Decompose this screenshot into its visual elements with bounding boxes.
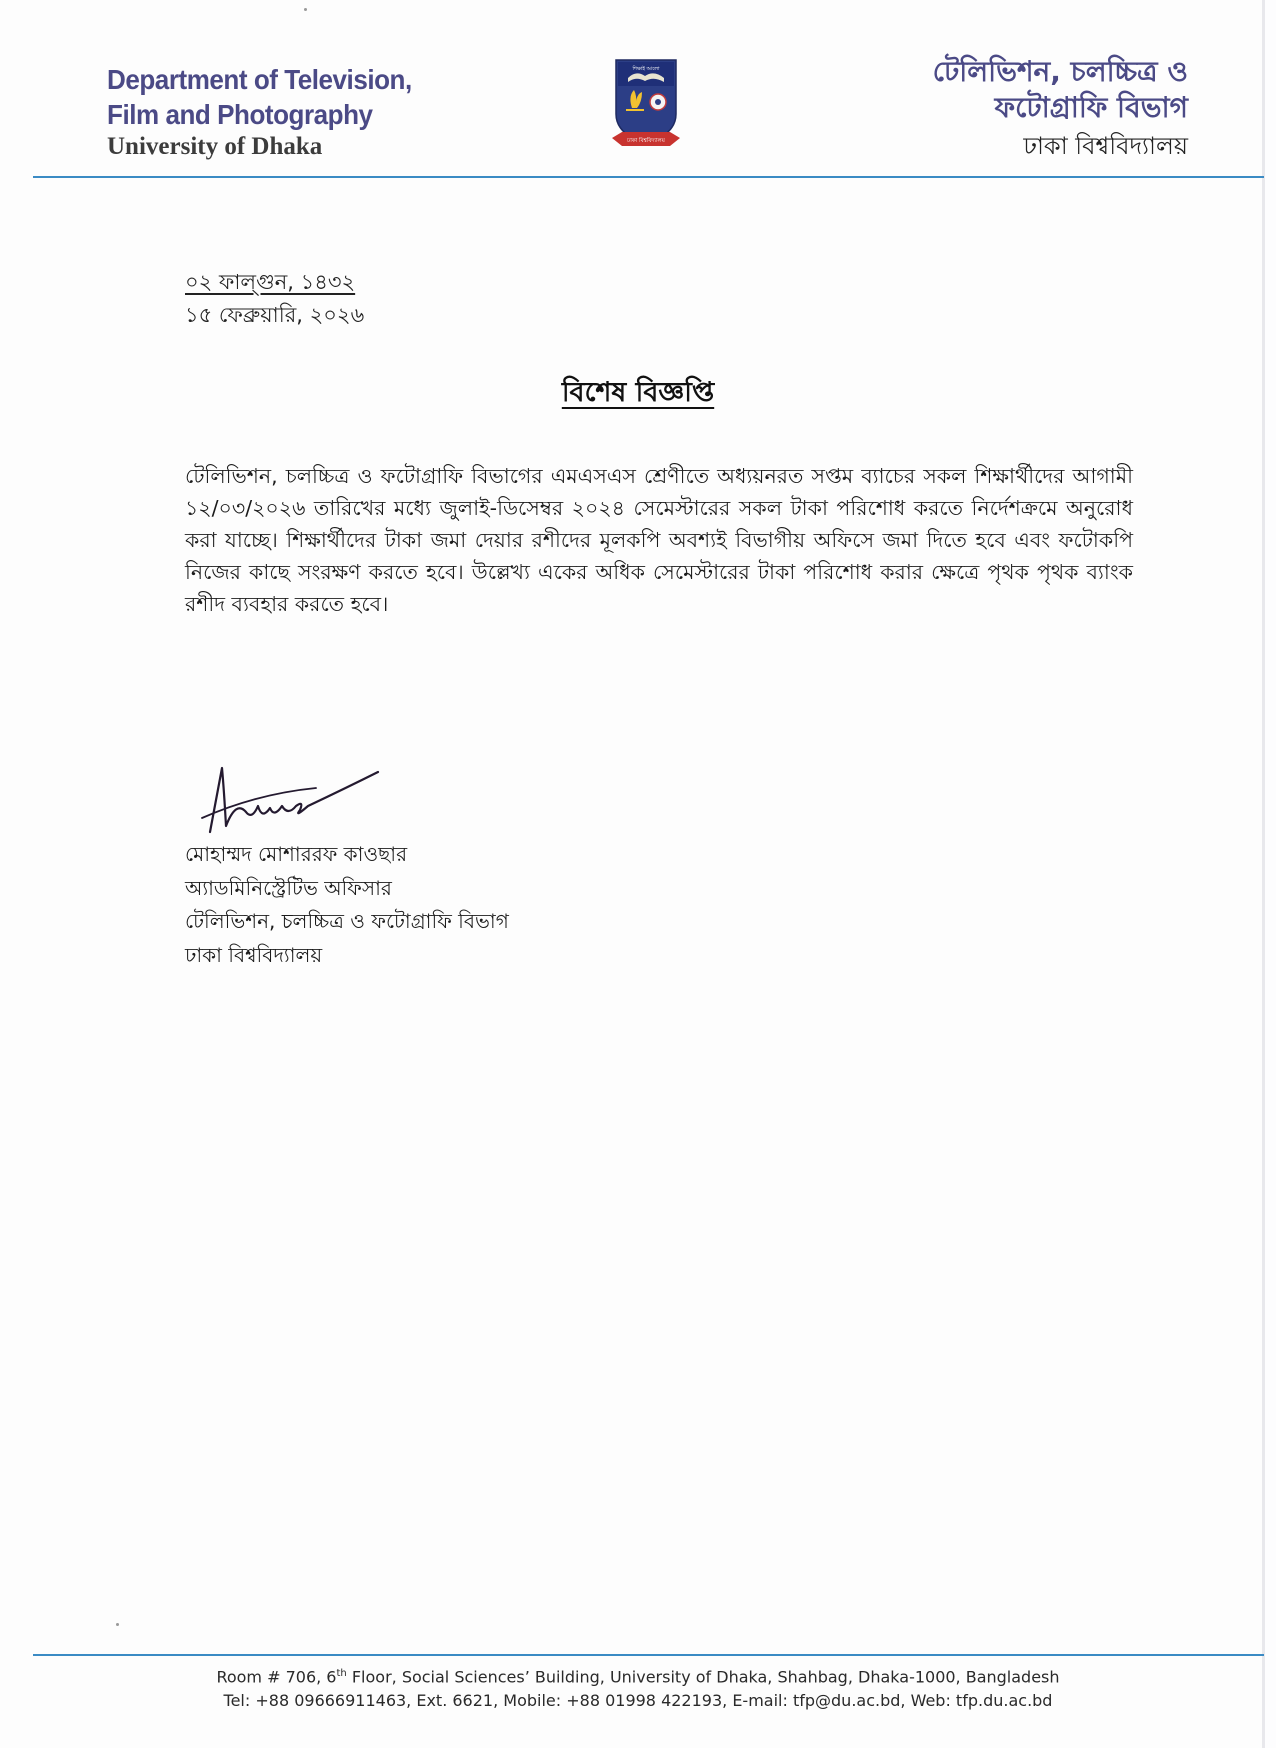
letterhead-bengali <box>933 54 1188 168</box>
footer-address-suffix: Floor, Social Sciences’ Building, University of Dhaka, Shahbag, Dhaka-1000, Bangladesh <box>346 1667 1060 1687</box>
bengali-university-name: ঢাকা বিশ্ববিদ্যালয় <box>1023 132 1188 160</box>
signatory-name: মোহাম্মদ মোশাররফ কাওছার <box>185 842 408 866</box>
logo-motto: শিক্ষাই আলো <box>632 66 660 72</box>
english-department-line-2: Film and Photography <box>107 99 373 130</box>
footer <box>0 1662 1276 1713</box>
bengali-department-line-2: ফটোগ্রাফি বিভাগ <box>994 91 1188 124</box>
notice-body: টেলিভিশন, চলচ্চিত্র ও ফটোগ্রাফি বিভাগের এমএসএস শ্রেণীতে অধ্যয়নরত সপ্তম ব্যাচের সকল শিক্ষার্থীদের আগামী ১২/০৩/২০২৬ তারিখের মধ্যে জুলাই-ডিসেম্বর ২০২৪ সেমেস্টারের সকল টাকা পরিশোধ করতে নির্দেশক্রমে অনুরোধ করা যাচ্ছে। শিক্ষার্থীদের টাকা জমা দেয়ার রশীদের মূলকপি অবশ্যই বিভাগীয় অফিসে জমা দিতে হবে এবং ফটোকপি নিজের কাছে সংরক্ষণ করতে হবে। উল্লেখ্য একের অধিক সেমেস্টারের টাকা পরিশোধ করার ক্ষেত্রে পৃথক পৃথক ব্যাংক রশীদ ব্যবহার করতে হবে। <box>185 464 1133 616</box>
university-logo <box>608 56 684 156</box>
emblem-circle-icon <box>650 94 666 110</box>
bengali-department-line-1: টেলিভিশন, চলচ্চিত্র ও <box>932 55 1188 88</box>
logo-ribbon-text: ঢাকা বিশ্ববিদ্যালয় <box>627 138 665 144</box>
letterhead-english <box>107 62 435 161</box>
paper-speck <box>116 1623 119 1626</box>
signatory-block <box>185 838 509 972</box>
gregorian-date: ১৫ ফেব্রুয়ারি, ২০২৬ <box>185 303 365 327</box>
header-divider <box>33 176 1264 178</box>
signatory-department: টেলিভিশন, চলচ্চিত্র ও ফটোগ্রাফি বিভাগ <box>185 909 509 933</box>
footer-divider <box>33 1654 1264 1656</box>
footer-address <box>0 1662 1276 1689</box>
signatory-designation: অ্যাডমিনিস্ট্রেটিভ অফিসার <box>185 875 392 900</box>
notice-title-text: বিশেষ বিজ্ঞপ্তি <box>561 377 715 408</box>
footer-contact: Tel: +88 09666911463, Ext. 6621, Mobile: +88 01998 422193, E-mail: tfp@du.ac.bd, Web: tfp.du.ac.bd <box>223 1691 1053 1711</box>
handwritten-signature <box>196 760 386 840</box>
footer-address-sup: th <box>336 1668 347 1679</box>
date-block <box>185 266 364 332</box>
notice-title <box>0 372 1276 417</box>
bengali-calendar-date: ০২ ফাল্গুন, ১৪৩২ <box>185 270 356 294</box>
english-university-name: University of Dhaka <box>107 133 323 160</box>
signatory-university: ঢাকা বিশ্ববিদ্যালয় <box>185 942 323 967</box>
english-department-line-1: Department of Television, <box>107 64 412 95</box>
paper-speck <box>304 8 307 11</box>
footer-address-prefix: Room # 706, 6 <box>216 1667 337 1687</box>
